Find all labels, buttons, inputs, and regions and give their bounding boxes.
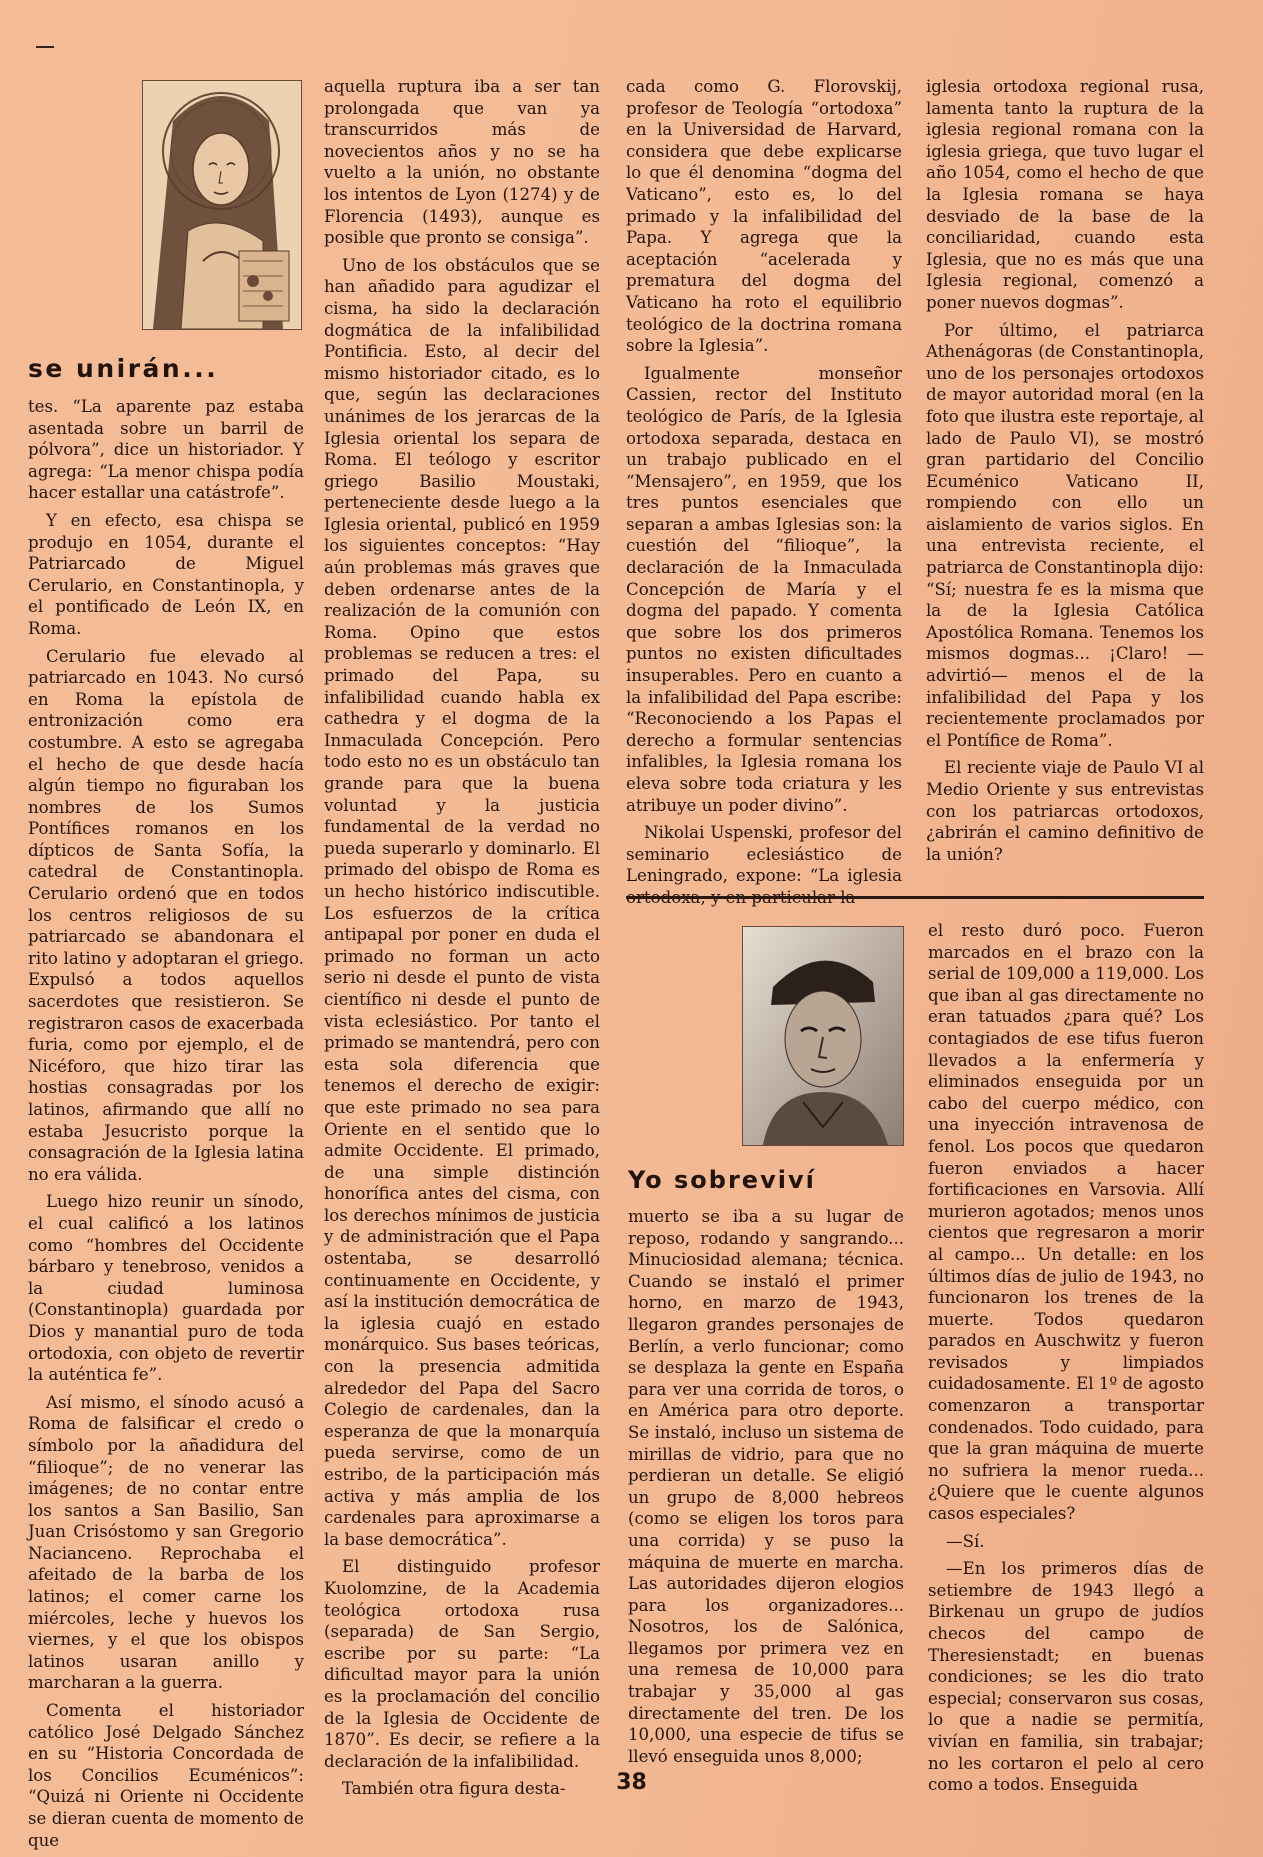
article1-column-4 (926, 76, 1204, 871)
paragraph: Igualmente monseñor Cassien, rector del Instituto teológico de París, de la Iglesia ortodoxa separada, destaca en un trabajo publicado en el “Mensajero”, en 1959, que los tres puntos esenciales que separan a ambas Iglesias son: la cuestión del “filioque”, la declaración de la Inmaculada Concepción de María y el dogma del papado. Y comenta que sobre los dos primeros puntos no existen dificultades insuperables. Pero en cuanto a la infalibilidad del Papa escribe: “Reconociendo a los Papas el derecho a formular sentencias infalibles, la Iglesia romana los eleva sobre toda criatura y les atribuye un poder divino”. (626, 363, 902, 815)
paragraph: el resto duró poco. Fueron marcados en el brazo con la serial de 109,000 a 119,000. Los que iban al gas directamente no eran tatuados ¿para qué? Los contagiados de ese tifus fueron llevados a la enfermería y eliminados enseguida por un cabo del cuerpo médico, con una inyección intravenosa de fenol. Los pocos que quedaron fueron enviados a hacer fortificaciones en Varsovia. Allí murieron agotados; menos unos cientos que regresaron a morir al campo... Un detalle: en los últimos días de julio de 1943, no funcionaron los trenes de la muerte. Todos quedaron parados en Auschwitz y fueron revisados y limpiados cuidadosamente. El 1º de agosto comenzaron a transportar condenados. Todo cuidado, para que la gran máquina de muerte no sufriera la menor rueda... ¿Quiere que le cuente algunos casos especiales? (928, 921, 1204, 1524)
paragraph: El distinguido profesor Kuolomzine, de la Academia teológica ortodoxa rusa (separada) de San Sergio, escribe por su parte: “La dificultad mayor para la unión es la proclamación del concilio de la Iglesia de Occidente de 1870”. Es decir, se refiere a la declaración de la infalibilidad. (324, 1557, 600, 1771)
section-divider (626, 896, 1204, 899)
paragraph: El reciente viaje de Paulo VI al Medio Oriente y sus entrevistas con los patriarcas ortodoxos, ¿abrirán el camino definitivo de la unión? (926, 758, 1204, 864)
madonna-icon (143, 81, 301, 329)
article2-column-4 (928, 920, 1204, 1802)
paragraph: Así mismo, el sínodo acusó a Roma de falsificar el credo o símbolo por la añadidura del “filioque”; de no venerar las imágenes; de no contar entre los santos a San Basilio, San Juan Crisóstomo y san Gregorio Nacianceno. Reprochaba el afeitado de la barba de los latinos; el comer carne los miércoles, leche y huevos los viernes, y el que los obispos latinos usaran anillo y marcharan a la guerra. (28, 1392, 304, 1693)
paragraph: iglesia ortodoxa regional rusa, lamenta tanto la ruptura de la iglesia regional romana con la iglesia griega, que tuvo lugar el año 1054, como el hecho de que la Iglesia romana se haya desviado de la base de la conciliaridad, cuando esta Iglesia, que no es más que una Iglesia regional, comenzó a poner nuevos dogmas”. (926, 77, 1204, 312)
paragraph: Comenta el historiador católico José Delgado Sánchez en su “Historia Concordada de los Concilios Ecuménicos”: “Quizá ni Oriente ni Occidente se dieran cuenta de momento de que (28, 1701, 304, 1850)
corner-mark (36, 46, 54, 48)
article1-column-3 (626, 76, 902, 915)
paragraph: muerto se iba a su lugar de reposo, rodando y sangrando... Minuciosidad alemana; técnica. Cuando se instaló el primer horno, en marzo de 1943, llegaron grandes personajes de Berlín, a verlo funcionar; como se desplaza la gente en España para ver una corrida de toros, o en América para otro deporte. Se instaló, incluso un sistema de mirillas de vidrio, para que no perdieran un detalle. Se eligió un grupo de 8,000 hebreos (como se eligen los toros para una corrida) y se puso la máquina de muerte en marcha. Las autoridades dijeron elogios para los organizadores... Nosotros, los de Salónica, llegamos por primera vez en una remesa de 10,000 para trabajar y 35,000 al gas directamente del tren. De los 10,000, una especie de tifus se llevó enseguida unos 8,000; (628, 1207, 904, 1766)
paragraph: Por último, el patriarca Athenágoras (de Constantinopla, uno de los personajes ortodoxos de mayor autoridad moral (en la foto que ilustra este reportaje, al lado de Paulo VI), se mostró gran partidario del Concilio Ecuménico Vaticano II, rompiendo con ello un aislamiento de varios siglos. En una entrevista reciente, el patriarca de Constantinopla dijo: “Sí; nuestra fe es la misma que la de la Iglesia Católica Apostólica Romana. Tenemos los mismos dogmas... ¡Claro! —advirtió— menos el de la infalibilidad del Papa y los recientemente proclamados por el Pontífice de Roma”. (926, 320, 1204, 750)
paragraph: También otra figura desta- (342, 1779, 566, 1799)
headline-yo-sobrevivi: Yo sobreviví (628, 1166, 816, 1194)
article2-column-3 (628, 1206, 904, 1773)
page-number: 38 (616, 1770, 647, 1795)
survivor-portrait (742, 926, 904, 1146)
paragraph: tes. “La aparente paz estaba asentada sobre un barril de pólvora”, dice un historiador. Y agrega: “La menor chispa podía hacer estallar una catástrofe”. (28, 397, 304, 503)
paragraph: Nikolai Uspenski, profesor del seminario eclesiástico de Leningrado, expone: “La iglesia (626, 823, 902, 886)
madonna-illustration (142, 80, 302, 330)
paragraph: Luego hizo reunir un sínodo, el cual calificó a los latinos como “hombres del Occidente bárbaro y tenebroso, venidos a la ciudad luminosa (Constantinopla) guardada por Dios y manantial puro de toda ortodoxia, con objeto de revertir la auténtica fe”. (28, 1192, 304, 1385)
paragraph: Uno de los obstáculos que se han añadido para agudizar el cisma, ha sido la declaración dogmática de la infalibilidad Pontificia. Esto, al decir del mismo historiador citado, es lo que, según las declaraciones unánimes de los jerarcas de la Iglesia oriental los separa de Roma. El teólogo y escritor griego Basilio Moustaki, perteneciente desde luego a la Iglesia oriental, publicó en 1959 los siguientes conceptos: “Hay aún problemas más graves que deben ordenarse antes de la realización de la comunión con Roma. Opino que estos problemas se reducen a tres: el primado del Papa, su infalibilidad cuando habla ex cathedra y el dogma de la Inmaculada Concepción. Pero todo esto no es un obstáculo tan grande para que la buena voluntad y la justicia fundamental de la verdad no pueda superarlo y dominarlo. El primado del obispo de Roma es un hecho histórico indiscutible. Los esfuerzos de la crítica antipapal por poner en duda el primado no forman un acto serio ni desde el punto de vista científico ni desde el punto de vista eclesiástico. Por tanto el primado se mantendrá, pero con esta sola diferencia que tenemos el derecho de exigir: que este primado no sea para Oriente en el sentido que lo admite Occidente. El primado, de una simple distinción honorífica antes del cisma, con los derechos mínimos de justicia y de administración que el Papa ostentaba, se desarrolló continuamente en Occidente, y así la institución democrática de la iglesia cuajó en estado monárquico. Sus bases teóricas, con la presencia admitida alrededor del Papa del Sacro Colegio de cardenales, dan la esperanza de que la monarquía pueda servirse, como de un estribo, de la participación más activa y más amplia de los cardenales para aproximarse a la base democrática”. (324, 255, 600, 1549)
article1-column-1 (28, 396, 304, 1857)
paragraph: —En los primeros días de setiembre de 1943 llegó a Birkenau un grupo de judíos checos del campo de Theresienstadt; en buenas condiciones; se les dio trato especial; conservaron sus cosas, lo que a nadie se permitía, vivían en familia, sin trabajar; no les cortaron el pelo al cero como a todos. Enseguida (928, 1559, 1204, 1795)
headline-se-uniran: se unirán... (28, 354, 219, 383)
paragraph: —Sí. (946, 1531, 985, 1551)
paragraph: cada como G. Florovskij, profesor de Teología “ortodoxa” en la Universidad de Harvard, considera que debe explicarse lo que él denomina “dogma del Vaticano”, esto es, lo del primado y la infalibilidad del Papa. Y agrega que la aceptación “acelerada y prematura del dogma del Vaticano ha roto el equilibrio teológico de la doctrina romana sobre la Iglesia”. (626, 77, 902, 356)
paragraph: Cerulario fue elevado al patriarcado en 1043. No cursó en Roma la epístola de entronización como era costumbre. A esto se agregaba el hecho de que desde hacía algún tiempo no figuraban los nombres de los Sumos Pontífices romanos en los dípticos de Santa Sofía, la catedral de Constantinopla. Cerulario ordenó que en todos los centros religiosos de su patriarcado se abandonara el rito latino y adoptaran el griego. Expulsó a todos aquellos sacerdotes que resistieron. Se registraron casos de exacerbada furia, como por ejemplo, el de Nicéforo, que hizo tirar las hostias consagradas por los latinos, afirmando que allí no estaba Jesucristo porque la consagración de la Iglesia latina no era válida. (28, 646, 304, 1184)
paragraph: Y en efecto, esa chispa se produjo en 1054, durante el Patriarcado de Miguel Cerulario, en Constantinopla, y el pontificado de León IX, en Roma. (28, 510, 304, 638)
article1-column-2 (324, 76, 600, 1806)
portrait-icon (743, 927, 903, 1145)
paragraph: aquella ruptura iba a ser tan prolongada que van ya transcurridos más de novecientos años y no se ha vuelto a la unión, no obstante los intentos de Lyon (1274) y de Florencia (1493), aunque es posible que pronto se consiga”. (324, 77, 600, 248)
